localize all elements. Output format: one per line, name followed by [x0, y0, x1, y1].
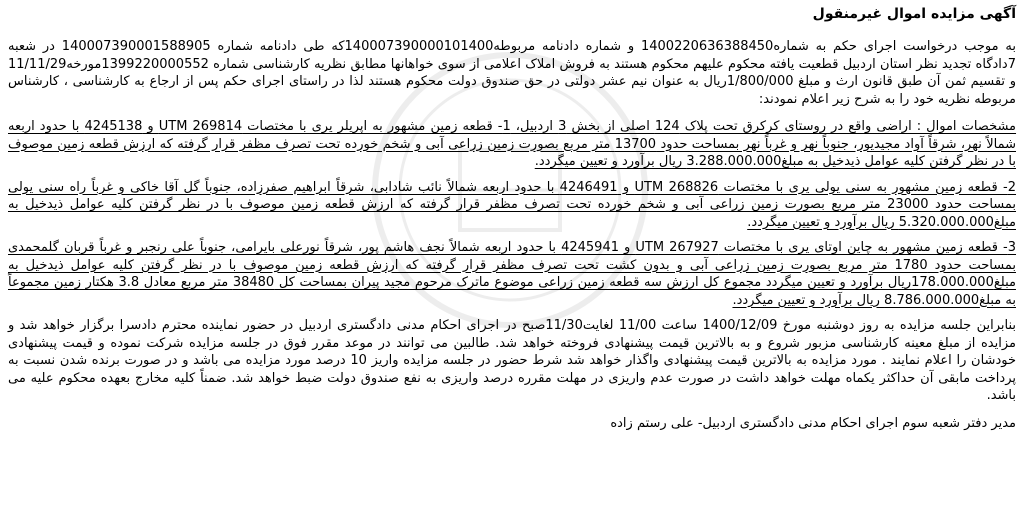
property-item-1: مشخصات اموال : اراضی واقع در روستای کرکرق تحت پلاک 124 اصلی از بخش 3 اردبیل، 1- قطعه زمین مشهور به اپریلر یری با مختصات UTM 269814 و 4245138 با حدود اربعه شمالاً نهر، شرقاً آواد مجیدیور، جنوباً نهر و غرباً نهر بمساحت حدود 13700 متر مربع بصورت زمین زراعی آبی و شخم خورده تحت تصرف مظفر قرار گرفته که ارزش قطعه زمین موصوف با در نظر گرفتن کلیه عوامل ذیدخیل به مبلغ3.288.000.000 ریال برآورد و تعیین میگردد. — [8, 119, 1017, 169]
notice-title: آگهی مزایده اموال غیرمنقول — [812, 6, 1016, 22]
property-item-3: 3- قطعه زمین مشهور به چاین اوتای یری با مختصات UTM 267927 و 4245941 با حدود اربعه شمالاً نجف هاشم پور، شرقاً نورعلی بایرامی، جنوباً علی رنجبر و غرباً قربان گلمحمدی بمساحت حدود 1780 متر مربع بصورت زمین زراعی آبی و بدون کشت تحت تصرف مظفر قرار گرفته که ارزش قطعه زمین موصوف با در نظر گرفتن کلیه عوامل ذیدخیل به مبلغ178.000.000ریال برآورد و تعیین میگردد مجموع کل ارزش سه قطعه زمین زراعی موضوع ماترک مرحوم مجید پیران بمساحت کل 38480 متر مربع معادل 3.8 هکتار زمین مجموعاً به مبلغ8.786.000.000 ریال برآورد و تعیین میگردد. — [8, 240, 1017, 308]
auction-notice — [8, 4, 1016, 432]
property-item-2: 2- قطعه زمین مشهور به سنی یولی یری با مختصات UTM 268826 و 4246491 با حدود اربعه شمالاً نائب شادابی، شرقاً ابراهیم صفرزاده، جنوباً گل آقا خاکی و غرباً راه سنی یولی بمساحت حدود 23000 متر مربع بصورت زمین زراعی آبی و شخم خورده تحت تصرف مظفر قرار گرفته که ارزش قطعه زمین موصوف با در نظر گرفتن کلیه عوامل ذیدخیل به مبلغ5.320.000.000 ریال برآورد و تعیین میگردد. — [8, 179, 1017, 230]
auction-conditions: بنابراین جلسه مزایده به روز دوشنبه مورخ 1400/12/09 ساعت 11/00 لغایت11/30صبح در اجرای احکام مدنی دادگستری اردبیل در حضور نماینده محترم دادسرا برگزار خواهد شد و مزایده از مبلغ معینه کارشناسی مزبور شروع و به بالاترین قیمت پیشنهادی فروخته خواهد شد. طالبین می توانند در موعد مقرر فوق در جلسه مزایده شرکت نموده و قیمت پیشنهادی خودشان را اعلام نمایند . مورد مزایده به بالاترین قیمت پیشنهادی واگذار خواهد شد شرط حضور در جلسه مزایده واریز 10 درصد مورد مزایده می باشد و در صورت برنده شدن نسبت به پرداخت مابقی آن حداکثر یکماه مهلت خواهد داشت در صورت عدم واریزی در مهلت مقرره درصد واریزی به نفع صندوق دولت ضبط خواهد شد. ضمناً کلیه مخارج بعهده محکوم علیه می باشد. — [8, 318, 1016, 403]
signature-line: مدیر دفتر شعبه سوم اجرای احکام مدنی دادگستری اردبیل- علی رستم زاده — [610, 415, 1016, 431]
notice-intro: به موجب درخواست اجرای حکم به شماره1400220636388450 و شماره دادنامه مربوطه140007390000101400که طی دادنامه شماره 140007390001588905 در شعبه 7دادگاه تجدید نظر استان اردبیل قطعیت یافته محکوم علیهم محکوم هستند به فروش املاک اعلامی از سوی خواهانها مطابق نظریه کارشناسی شماره 1399220000552مورخه11/11/29 و تقسیم ثمن آن طبق قانون ارث و مبلغ 1/800/000ریال به عنوان نیم عشر دولتی در حق صندوق دولت محکوم هستند لذا در راستای اجرای حکم پس از ارجاع به کارشناسی ، کارشناس مربوطه نظریه خود را به شرح زیر اعلام نمودند: — [8, 39, 1017, 107]
